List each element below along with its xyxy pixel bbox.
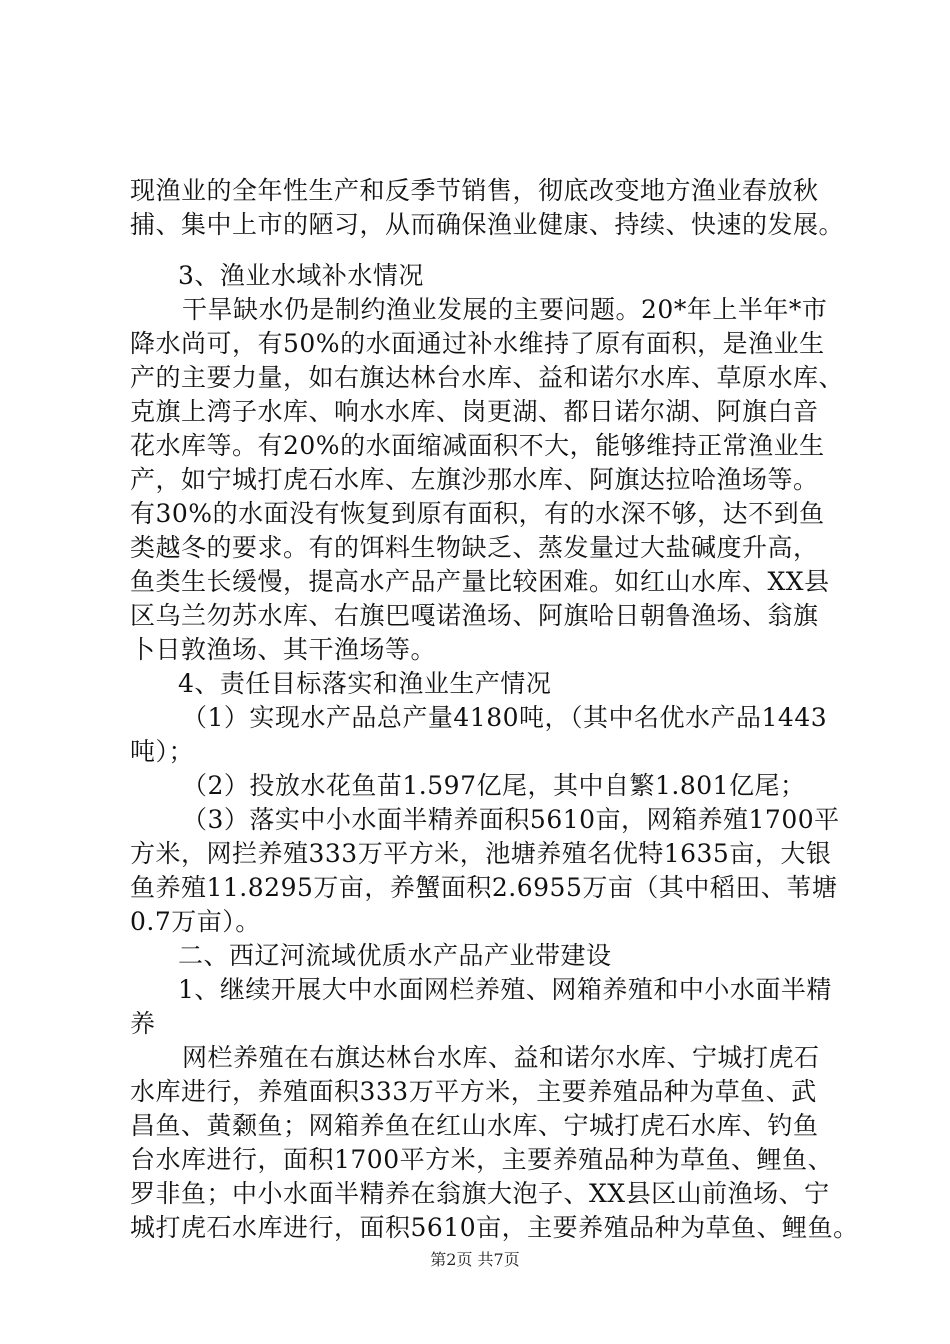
body-line: 0.7万亩）。 xyxy=(130,907,261,936)
body-line: 花水库等。有20%的水面缩减面积不大，能够维持正常渔业生 xyxy=(130,431,825,460)
list-item: （1）实现水产品总产量4180吨，（其中名优水产品1443 xyxy=(182,703,828,732)
body-line: 罗非鱼；中小水面半精养在翁旗大泡子、XX县区山前渔场、宁 xyxy=(130,1179,830,1208)
body-line: 降水尚可，有50%的水面通过补水维持了原有面积，是渔业生 xyxy=(130,329,825,358)
body-line: 吨）； xyxy=(130,737,195,766)
body-line: 鱼养殖11.8295万亩，养蟹面积2.6955万亩（其中稻田、苇塘 xyxy=(130,873,838,902)
section-heading: 二、西辽河流域优质水产品产业带建设 xyxy=(178,941,612,970)
list-item: （2）投放水花鱼苗1.597亿尾，其中自繁1.801亿尾； xyxy=(182,771,806,800)
page-footer: 第2页 共7页 xyxy=(430,1250,520,1269)
body-line: 城打虎石水库进行，面积5610亩，主要养殖品种为草鱼、鲤鱼。 xyxy=(130,1213,859,1242)
body-line: 克旗上湾子水库、响水水库、岗更湖、都日诺尔湖、阿旗白音 xyxy=(130,397,819,426)
body-line: 养 xyxy=(130,1009,156,1038)
body-line: 类越冬的要求。有的饵料生物缺乏、蒸发量过大盐碱度升高， xyxy=(130,533,819,562)
body-line: 昌鱼、黄颡鱼；网箱养鱼在红山水库、宁城打虎石水库、钓鱼 xyxy=(130,1111,819,1140)
section-heading: 3、渔业水域补水情况 xyxy=(178,261,424,290)
body-line: 有30%的水面没有恢复到原有面积，有的水深不够，达不到鱼 xyxy=(130,499,825,528)
body-line: 水库进行，养殖面积333万平方米，主要养殖品种为草鱼、武 xyxy=(130,1077,817,1106)
list-item: （3）落实中小水面半精养面积5610亩，网箱养殖1700平 xyxy=(182,805,840,834)
body-line: 网栏养殖在右旗达林台水库、益和诺尔水库、宁城打虎石 xyxy=(182,1043,820,1072)
body-line: 产，如宁城打虎石水库、左旗沙那水库、阿旗达拉哈渔场等。 xyxy=(130,465,819,494)
body-line: 区乌兰勿苏水库、右旗巴嘎诺渔场、阿旗哈日朝鲁渔场、翁旗 xyxy=(130,601,819,630)
body-line: 现渔业的全年性生产和反季节销售，彻底改变地方渔业春放秋 xyxy=(130,176,819,205)
body-line: 干旱缺水仍是制约渔业发展的主要问题。20*年上半年*市 xyxy=(182,295,828,324)
section-heading: 1、继续开展大中水面网栏养殖、网箱养殖和中小水面半精 xyxy=(178,975,832,1004)
body-line: 卜日敦渔场、其干渔场等。 xyxy=(130,635,437,664)
body-line: 鱼类生长缓慢，提高水产品产量比较困难。如红山水库、XX县 xyxy=(130,567,830,596)
body-line: 方米，网拦养殖333万平方米，池塘养殖名优特1635亩，大银 xyxy=(130,839,832,868)
body-line: 捕、集中上市的陋习，从而确保渔业健康、持续、快速的发展。 xyxy=(130,210,845,239)
section-heading: 4、责任目标落实和渔业生产情况 xyxy=(178,669,552,698)
body-line: 产的主要力量，如右旗达林台水库、益和诺尔水库、草原水库、 xyxy=(130,363,845,392)
body-line: 台水库进行，面积1700平方米，主要养殖品种为草鱼、鲤鱼、 xyxy=(130,1145,834,1174)
